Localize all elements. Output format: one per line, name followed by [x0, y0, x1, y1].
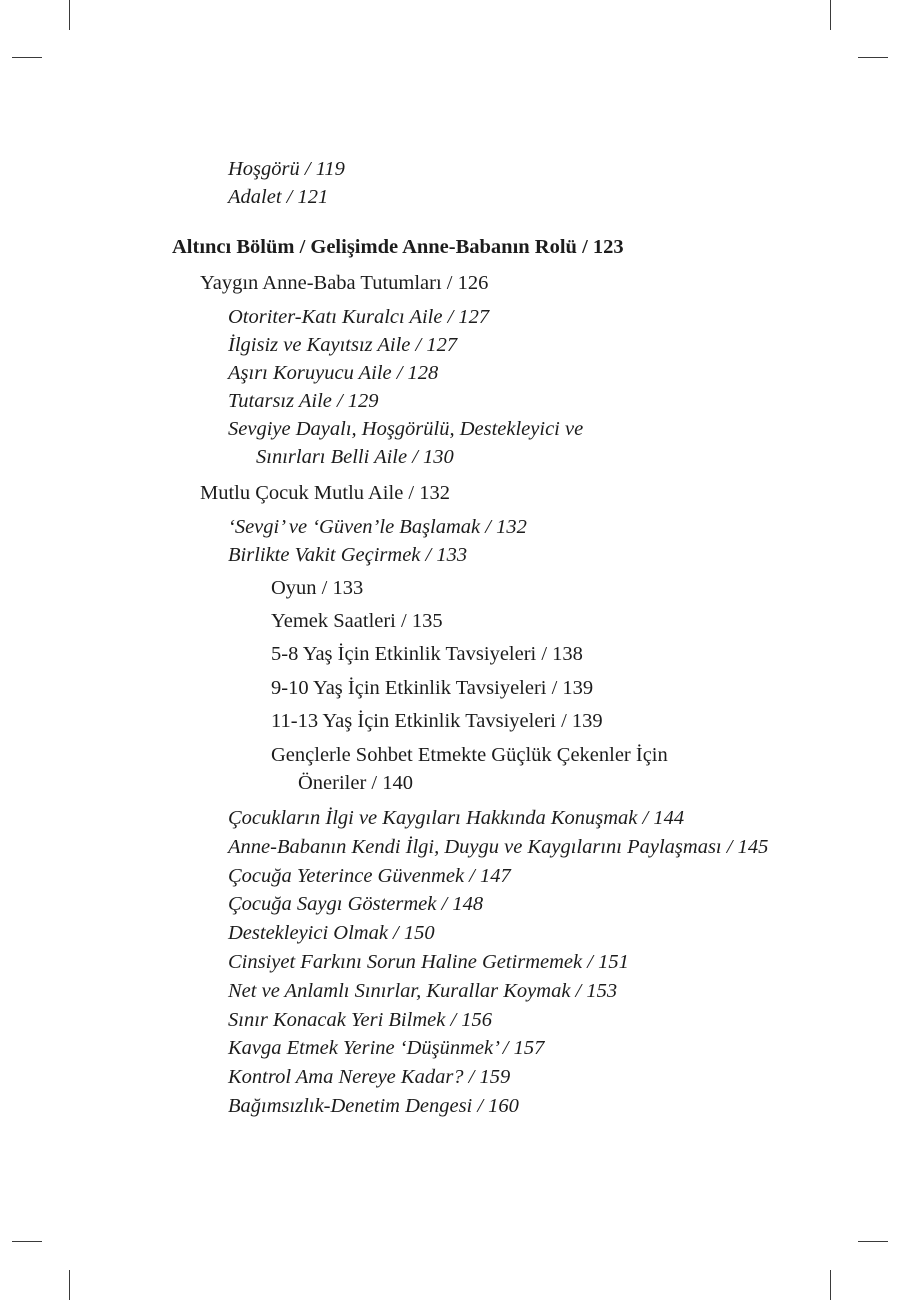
toc-entry: Tutarsız Aile / 129: [228, 390, 379, 412]
toc-subentry-continuation: Öneriler / 140: [298, 772, 413, 794]
toc-entry-continuation: Sınırları Belli Aile / 130: [256, 446, 454, 468]
toc-entry: Bağımsızlık-Denetim Dengesi / 160: [228, 1095, 519, 1117]
toc-entry: Birlikte Vakit Geçirmek / 133: [228, 544, 468, 566]
toc-entry: İlgisiz ve Kayıtsız Aile / 127: [228, 334, 458, 356]
crop-mark-top-right: [830, 0, 831, 30]
toc-entry: Sevgiye Dayalı, Hoşgörülü, Destekleyici ve: [228, 418, 584, 440]
toc-entry: ‘Sevgi’ ve ‘Güven’le Başlamak / 132: [228, 516, 527, 538]
toc-entry: Çocukların İlgi ve Kaygıları Hakkında Konuşmak / 144: [228, 807, 685, 829]
toc-entry: Anne-Babanın Kendi İlgi, Duygu ve Kaygılarını Paylaşması / 145: [228, 836, 769, 858]
crop-mark-left-bottom: [12, 1241, 42, 1242]
toc-entry: Kavga Etmek Yerine ‘Düşünmek’ / 157: [228, 1037, 545, 1059]
crop-mark-bottom-left: [69, 1270, 70, 1300]
toc-entry: Otoriter-Katı Kuralcı Aile / 127: [228, 306, 490, 328]
toc-entry: Kontrol Ama Nereye Kadar? / 159: [228, 1066, 511, 1088]
crop-mark-top-left: [69, 0, 70, 30]
toc-subentry: 9-10 Yaş İçin Etkinlik Tavsiyeleri / 139: [271, 677, 594, 699]
toc-entry: Sınır Konacak Yeri Bilmek / 156: [228, 1009, 493, 1031]
toc-entry: Net ve Anlamlı Sınırlar, Kurallar Koymak / 153: [228, 980, 618, 1002]
toc-entry: Çocuğa Saygı Göstermek / 148: [228, 893, 484, 915]
crop-mark-bottom-right: [830, 1270, 831, 1300]
toc-subentry: Gençlerle Sohbet Etmekte Güçlük Çekenler İçin: [271, 744, 668, 766]
toc-subentry: Oyun / 133: [271, 577, 364, 599]
toc-entry: Destekleyici Olmak / 150: [228, 922, 435, 944]
toc-subentry: 11-13 Yaş İçin Etkinlik Tavsiyeleri / 139: [271, 710, 603, 732]
toc-subentry: Yemek Saatleri / 135: [271, 610, 443, 632]
crop-mark-left-top: [12, 57, 42, 58]
toc-entry: Hoşgörü / 119: [228, 158, 345, 180]
toc-subentry: 5-8 Yaş İçin Etkinlik Tavsiyeleri / 138: [271, 643, 583, 665]
toc-entry: Cinsiyet Farkını Sorun Haline Getirmemek / 151: [228, 951, 629, 973]
toc-section: Mutlu Çocuk Mutlu Aile / 132: [200, 482, 450, 504]
crop-mark-right-top: [858, 57, 888, 58]
toc-entry: Adalet / 121: [228, 186, 329, 208]
toc-section: Yaygın Anne-Baba Tutumları / 126: [200, 272, 489, 294]
crop-mark-right-bottom: [858, 1241, 888, 1242]
toc-entry: Aşırı Koruyucu Aile / 128: [228, 362, 439, 384]
toc-chapter-heading: Altıncı Bölüm / Gelişimde Anne-Babanın Rolü / 123: [172, 236, 624, 258]
toc-entry: Çocuğa Yeterince Güvenmek / 147: [228, 865, 511, 887]
